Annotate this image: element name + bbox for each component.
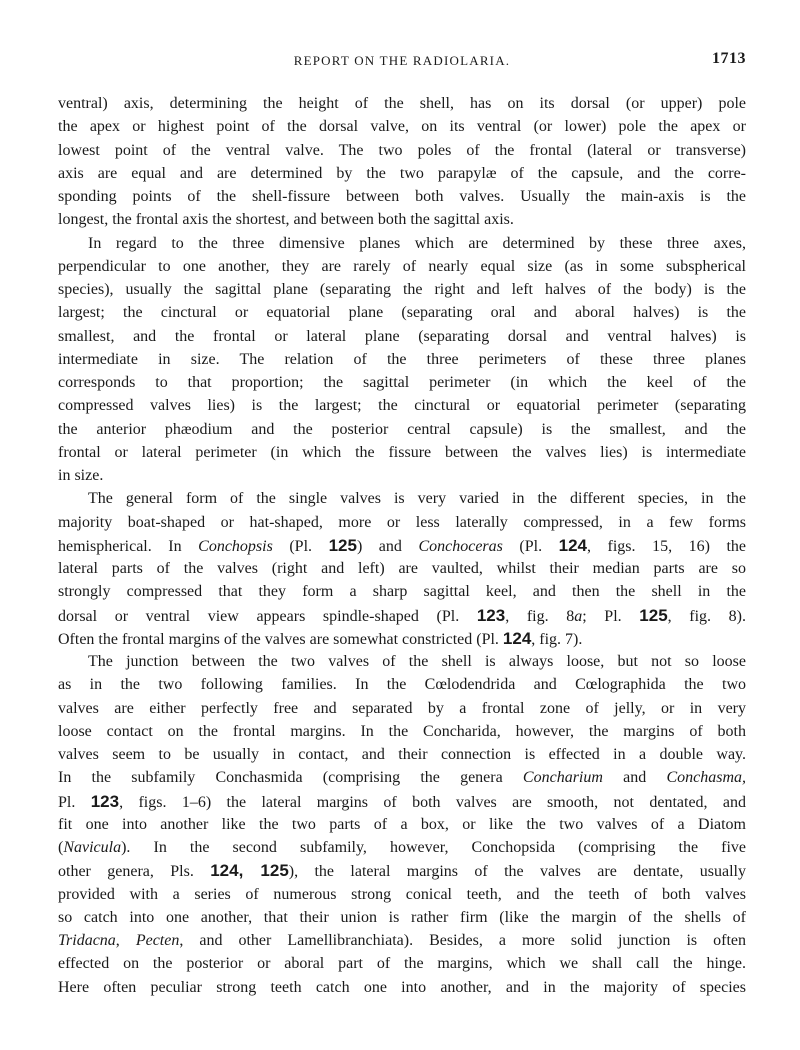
page-number: 1713 xyxy=(712,50,746,67)
text-line: lowest point of the ventral valve. The two poles of the frontal (lateral or transverse) xyxy=(58,141,746,159)
text-line: valves are either perfectly free and separated by a frontal zone of jelly, or in very xyxy=(58,699,746,717)
plate-number: 125 xyxy=(639,605,668,625)
text-line: species), usually the sagittal plane (separating the right and left halves of the body) is the xyxy=(58,281,746,298)
text-line: lateral parts of the valves (right and left) are vaulted, whilst their median parts are so xyxy=(58,560,746,577)
genus-name: Concharium xyxy=(522,769,603,787)
genus-name: Conchopsis xyxy=(198,537,273,555)
text-run: ) and xyxy=(356,537,419,555)
text-line: axis are equal and are determined by the two parapylæ of the capsule, and the corre- xyxy=(58,164,746,182)
text-run: ), the lateral margins of the valves are dentate, usually xyxy=(288,863,746,881)
text-line: The junction between the two valves of the shell is always loose, but not so loose xyxy=(88,653,746,670)
text-line: the anterior phæodium and the posterior central capsule) is the smallest, and the xyxy=(58,420,746,438)
text-line: frontal or lateral perimeter (in which the fissure between the valves lies) is intermediate xyxy=(58,443,746,461)
text-line xyxy=(58,534,746,557)
text-line xyxy=(58,604,746,627)
text-line: loose contact on the frontal margins. In the Concharida, however, the margins of both xyxy=(58,722,746,740)
text-run: , figs. 1–6) the lateral margins of both valves are smooth, not dentated, and xyxy=(119,793,746,811)
text-line: In regard to the three dimensive planes which are determined by these three axes, xyxy=(88,234,746,252)
text-line: provided with a series of numerous strong conical teeth, and the teeth of both valves xyxy=(58,885,746,903)
figure-letter: a xyxy=(574,607,583,625)
plate-number: 123 xyxy=(476,605,506,625)
plate-number: 125 xyxy=(328,535,357,555)
text-line xyxy=(58,929,746,952)
paragraph-1 xyxy=(58,92,746,232)
text-line: compressed valves lies) is the largest; the cinctural or equatorial perimeter (separating xyxy=(58,397,746,415)
text-run: (Pl. xyxy=(272,537,329,555)
text-line: ventral) axis, determining the height of the shell, has on its dorsal (or upper) pole xyxy=(58,95,746,112)
text-line: fit one into another like the two parts of a box, or like the two valves of a Diatom xyxy=(58,815,746,833)
text-line xyxy=(58,766,746,789)
text-line: majority boat-shaped or hat-shaped, more or less laterally compressed, in a few forms xyxy=(58,513,746,531)
plate-number: 124, 125 xyxy=(210,861,289,881)
text-line: sponding points of the shell-fissure between both valves. Usually the main-axis is the xyxy=(58,188,746,205)
text-line: as in the two following families. In the Cœlodendrida and Cœlographida the two xyxy=(58,676,746,694)
text-line: The general form of the single valves is very varied in the different species, in the xyxy=(88,490,746,508)
text-line: Here often peculiar strong teeth catch one into another, and in the majority of species xyxy=(58,978,746,996)
running-title: REPORT ON THE RADIOLARIA. xyxy=(293,53,511,68)
genus-name: Navicula xyxy=(63,839,122,856)
text-run: ). In the second subfamily, however, Conchopsida (comprising the five xyxy=(121,839,746,856)
plate-number: 123 xyxy=(90,791,120,811)
text-line: largest; the cinctural or equatorial plane (separating oral and aboral halves) is the xyxy=(58,304,746,322)
text-run: , fig. 7). xyxy=(531,630,583,648)
text-line: in size. xyxy=(58,467,104,484)
text-line: perpendicular to one another, they are rarely of nearly equal size (as in some subspherical xyxy=(58,257,746,275)
text-run: hemispherical. In xyxy=(58,537,199,555)
text-run: Often the frontal margins of the valves are somewhat constricted (Pl. xyxy=(58,630,503,648)
plate-number: 124 xyxy=(558,535,587,555)
body-text xyxy=(58,92,746,999)
text-run: , fig. 8). xyxy=(667,607,746,625)
text-run: (Pl. xyxy=(502,537,559,555)
text-line xyxy=(58,836,746,859)
text-line xyxy=(58,627,746,650)
text-line: smallest, and the frontal or lateral plane (separating dorsal and ventral halves) is xyxy=(58,327,746,345)
paragraph-3 xyxy=(58,487,746,650)
paragraph-4 xyxy=(58,650,746,999)
text-line: valves seem to be usually in contact, and their connection is effected in a double way. xyxy=(58,746,746,763)
plate-number: 124 xyxy=(502,628,532,648)
paragraph-2 xyxy=(58,232,746,488)
text-line: longest, the frontal axis the shortest, and between both the sagittal axis. xyxy=(58,211,514,229)
genus-name: Tridacna xyxy=(58,932,116,949)
genus-name: Conchasma, xyxy=(666,769,746,787)
text-line: the apex or highest point of the dorsal valve, on its ventral (or lower) pole the apex or xyxy=(58,118,746,136)
text-run: Pl. xyxy=(58,793,91,811)
text-run: ; Pl. xyxy=(582,607,640,625)
text-run: , figs. 15, 16) the xyxy=(587,537,746,555)
genus-name: Conchoceras xyxy=(418,537,503,555)
text-run: and xyxy=(602,769,667,787)
text-line: corresponds to that proportion; the sagittal perimeter (in which the keel of the xyxy=(58,374,746,391)
text-run: , and other Lamellibranchiata). Besides, a more solid junction is often xyxy=(179,932,746,949)
text-run: , fig. 8 xyxy=(505,607,575,625)
text-line: effected on the posterior or aboral part of the margins, which we shall call the hinge. xyxy=(58,955,746,973)
text-run: other genera, Pls. xyxy=(58,863,211,881)
text-run: In the subfamily Conchasmida (comprising the genera xyxy=(58,769,523,787)
text-line: intermediate in size. The relation of the three perimeters of these three planes xyxy=(58,350,746,368)
text-run: , xyxy=(115,932,136,949)
genus-name: Pecten xyxy=(135,932,180,949)
text-line: strongly compressed that they form a sharp sagittal keel, and then the shell in the xyxy=(58,583,746,601)
text-line: so catch into one another, that their union is rather firm (like the margin of the shells of xyxy=(58,908,746,926)
text-line xyxy=(58,859,746,882)
text-run: ( xyxy=(58,839,64,856)
text-line xyxy=(58,790,746,813)
text-run: dorsal or ventral view appears spindle-shaped (Pl. xyxy=(58,607,477,625)
running-header xyxy=(58,50,746,72)
